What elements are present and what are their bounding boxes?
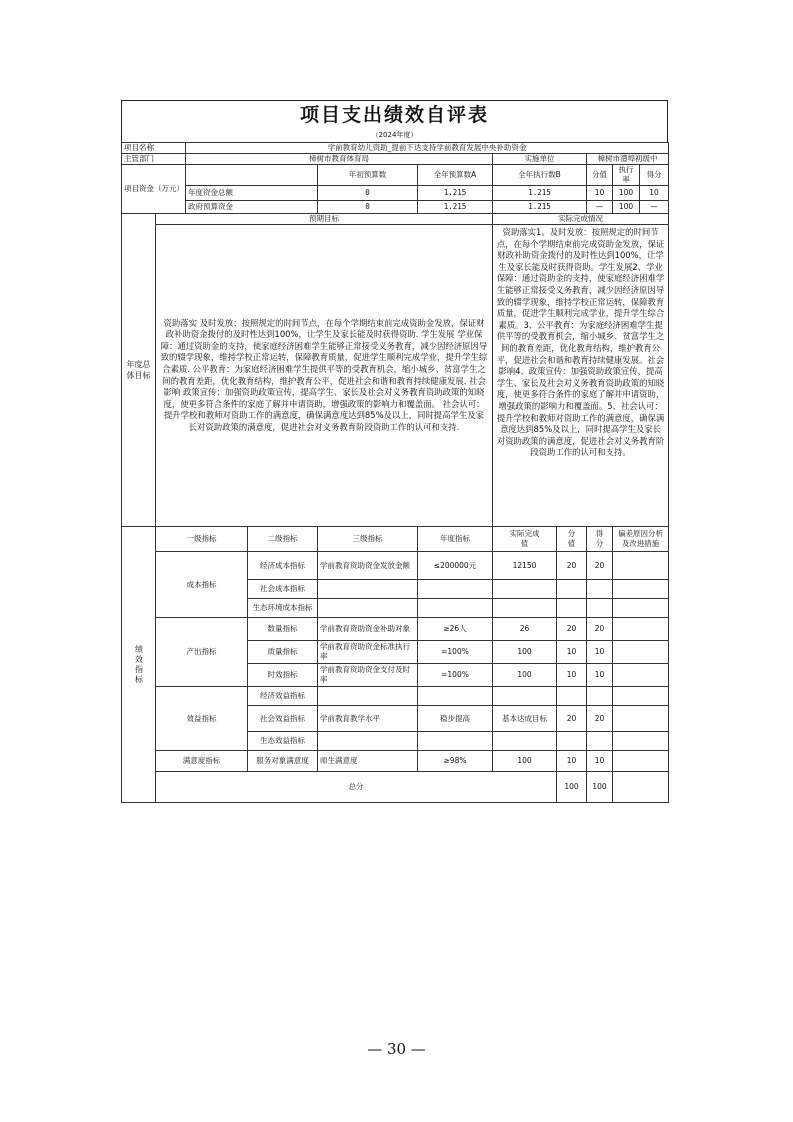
hdr-score: 分值 [557, 527, 587, 552]
r2-reason [613, 599, 669, 618]
r9-actual: 100 [493, 751, 557, 772]
funds-row-gov-score: — [587, 201, 613, 214]
dept-label: 主管部门 [122, 154, 186, 165]
r7-l2: 社会效益指标 [248, 706, 318, 732]
funds-row-total-rate: 100 [613, 186, 640, 201]
group-output: 产出指标 [156, 618, 248, 687]
r3-l2: 数量指标 [248, 618, 318, 641]
r6-points [587, 687, 613, 706]
r8-actual [493, 732, 557, 751]
r7-points: 20 [587, 706, 613, 732]
r3-reason [613, 618, 669, 641]
r4-l3: 学前教育资助资金标准执行率 [318, 641, 418, 664]
r4-target: =100% [418, 641, 493, 664]
impl-unit-label: 实施单位 [493, 154, 587, 165]
r5-target: =100% [418, 664, 493, 687]
r0-reason [613, 552, 669, 580]
total-reason [613, 772, 669, 803]
r1-reason [613, 580, 669, 599]
r2-l2: 生态环境成本指标 [248, 599, 318, 618]
r3-target: ≥26人 [418, 618, 493, 641]
indicators-label: 绩效指标 [122, 527, 156, 803]
funds-row-gov-label: 政府预算资金 [186, 201, 318, 214]
funds-row-total-points: 10 [640, 186, 669, 201]
hdr-level1: 一级指标 [156, 527, 248, 552]
r2-score [557, 599, 587, 618]
r6-target [418, 687, 493, 706]
r7-l3: 学前教育教学水平 [318, 706, 418, 732]
r5-reason [613, 664, 669, 687]
r0-points: 20 [587, 552, 613, 580]
r1-score [557, 580, 587, 599]
r3-points: 20 [587, 618, 613, 641]
r8-points [587, 732, 613, 751]
hdr-reason: 偏差原因分析及改进措施 [613, 527, 669, 552]
r0-score: 20 [557, 552, 587, 580]
r8-reason [613, 732, 669, 751]
r3-score: 20 [557, 618, 587, 641]
r6-reason [613, 687, 669, 706]
col-exec-full: 全年执行数B [493, 165, 587, 186]
col-score: 分值 [587, 165, 613, 186]
total-score: 100 [557, 772, 587, 803]
page-number: — 30 — [367, 1040, 426, 1058]
self-evaluation-form [121, 100, 668, 803]
expected-goal-text: 资助落实 及时发放：按照规定的时间节点，在每个学期结束前完成资助金发放，保证财政补助资金拨付的及时性达到100%，让学生及家长能及时获得资助. 学生发展 学业保障：通过资助金的支持，使家庭经济困难学生能够正常接受义务教育，减少因经济原因导致的辍学现象，维持学校正常运转，保障教育质量，促进学生顺利完成学业，提升学生综合素质. 公平教育：为家庭经济困难学生提供平等的受教育机会，缩小城乡、贫富学生之间的教育差距，优化教育结构，维护教育公平，促进社会和谐和教育持续健康发展. 社会影响 政策宣传：加强资助政策宣传，提高学生、家长及社会对义务教育资助政策的知晓度，使更多符合条件的家庭了解并申请资助，增强政策的影响力和覆盖面。 社会认可：提升学校和教师对资助工作的满意度，确保满意度达到85%及以上，同时提高学生及家长对资助政策的满意度，促进社会对义务教育阶段资助工作的认可和支持. [156, 225, 493, 527]
r0-l3: 学前教育资助资金发放金额 [318, 552, 418, 580]
impl-unit: 樟树市澧埠初级中 [587, 154, 669, 165]
funds-row-total-initial: 0 [318, 186, 418, 201]
funds-row-total-full: 1.215 [418, 186, 493, 201]
hdr-level2: 二级指标 [248, 527, 318, 552]
r4-reason [613, 641, 669, 664]
expected-goal-header: 预期目标 [156, 214, 493, 225]
r7-score: 20 [557, 706, 587, 732]
r0-l2: 经济成本指标 [248, 552, 318, 580]
funds-row-gov-exec: 1.215 [493, 201, 587, 214]
r9-reason [613, 751, 669, 772]
funds-label: 项目资金（万元） [122, 165, 186, 214]
total-label: 总分 [156, 772, 557, 803]
r2-target [418, 599, 493, 618]
group-satisfaction: 满意度指标 [156, 751, 248, 772]
r9-points: 10 [587, 751, 613, 772]
r9-l3: 师生满意度 [318, 751, 418, 772]
r3-actual: 26 [493, 618, 557, 641]
r2-points [587, 599, 613, 618]
funds-row-total-exec: 1.215 [493, 186, 587, 201]
r2-actual [493, 599, 557, 618]
r4-l2: 质量指标 [248, 641, 318, 664]
hdr-actual: 实际完成值 [493, 527, 557, 552]
r6-score [557, 687, 587, 706]
hdr-level3: 三级指标 [318, 527, 418, 552]
dept-name: 樟树市教育体育局 [186, 154, 493, 165]
evaluation-table [121, 142, 669, 803]
hdr-target: 年度指标 [418, 527, 493, 552]
group-benefit: 效益指标 [156, 687, 248, 751]
r0-actual: 12150 [493, 552, 557, 580]
actual-result-header: 实际完成情况 [493, 214, 669, 225]
r3-l3: 学前教育资助资金补助对象 [318, 618, 418, 641]
r5-points: 10 [587, 664, 613, 687]
r4-points: 10 [587, 641, 613, 664]
r7-reason [613, 706, 669, 732]
project-name: 学前教育幼儿资助_提前下达支持学前教育发展中央补助资金 [186, 143, 669, 154]
r9-target: ≥98% [418, 751, 493, 772]
r9-score: 10 [557, 751, 587, 772]
funds-row-gov-rate: 100 [613, 201, 640, 214]
r5-l3: 学前教育资助资金支付及时率 [318, 664, 418, 687]
r8-l3 [318, 732, 418, 751]
funds-row-total-label: 年度资金总额 [186, 186, 318, 201]
r8-score [557, 732, 587, 751]
funds-row-gov-points: — [640, 201, 669, 214]
project-name-label: 项目名称 [122, 143, 186, 154]
r5-l2: 时效指标 [248, 664, 318, 687]
r5-actual: 100 [493, 664, 557, 687]
r8-l2: 生态效益指标 [248, 732, 318, 751]
r0-target: ≤200000元 [418, 552, 493, 580]
funds-row-gov-initial: 0 [318, 201, 418, 214]
r1-target [418, 580, 493, 599]
funds-blank [186, 165, 318, 186]
col-budget-initial: 年初预算数 [318, 165, 418, 186]
actual-result-text: 资助落实1、及时发放：按照规定的时间节点，在每个学期结束前完成资助金发放，保证财政补助资金拨付的及时性达到100%，让学生及家长能及时获得资助。学生发展2、学业保障：通过资助金的支持，使家庭经济困难学生能够正常接受义务教育，减少因经济原因导致的辍学现象，维持学校正常运转，保障教育质量，促进学生顺利完成学业，提升学生综合素质。3、公平教育：为家庭经济困难学生提供平等的受教育机会，缩小城乡、贫富学生之间的教育差距，优化教育结构，维护教育公平，促进社会和谐和教育持续健康发展。社会影响4、政策宣传：加强资助政策宣传，提高学生、家长及社会对义务教育资助政策的知晓度，使更多符合条件的家庭了解并申请资助，增强政策的影响力和覆盖面。5、社会认可：提升学校和教师对资助工作的满意度，确保满意度达到85%及以上，同时提高学生及家长对资助政策的满意度，促进社会对义务教育阶段资助工作的认可和支持。 [493, 225, 669, 527]
col-budget-full: 全年预算数A [418, 165, 493, 186]
r6-l2: 经济效益指标 [248, 687, 318, 706]
hdr-points: 得分 [587, 527, 613, 552]
r9-l2: 服务对象满意度 [248, 751, 318, 772]
group-cost: 成本指标 [156, 552, 248, 618]
col-points: 得分 [640, 165, 669, 186]
r1-l2: 社会成本指标 [248, 580, 318, 599]
r2-l3 [318, 599, 418, 618]
r7-target: 稳步提高 [418, 706, 493, 732]
r4-score: 10 [557, 641, 587, 664]
r6-actual [493, 687, 557, 706]
total-points: 100 [587, 772, 613, 803]
form-year: （2024年度） [121, 129, 668, 142]
r5-score: 10 [557, 664, 587, 687]
funds-row-gov-full: 1.215 [418, 201, 493, 214]
form-title: 项目支出绩效自评表 [121, 100, 668, 129]
r1-actual [493, 580, 557, 599]
r8-target [418, 732, 493, 751]
col-rate: 执行率 [613, 165, 640, 186]
r6-l3 [318, 687, 418, 706]
funds-row-total-score: 10 [587, 186, 613, 201]
r4-actual: 100 [493, 641, 557, 664]
r1-points [587, 580, 613, 599]
goals-label: 年度总体目标 [122, 214, 156, 527]
r7-actual: 基本达成目标 [493, 706, 557, 732]
r1-l3 [318, 580, 418, 599]
